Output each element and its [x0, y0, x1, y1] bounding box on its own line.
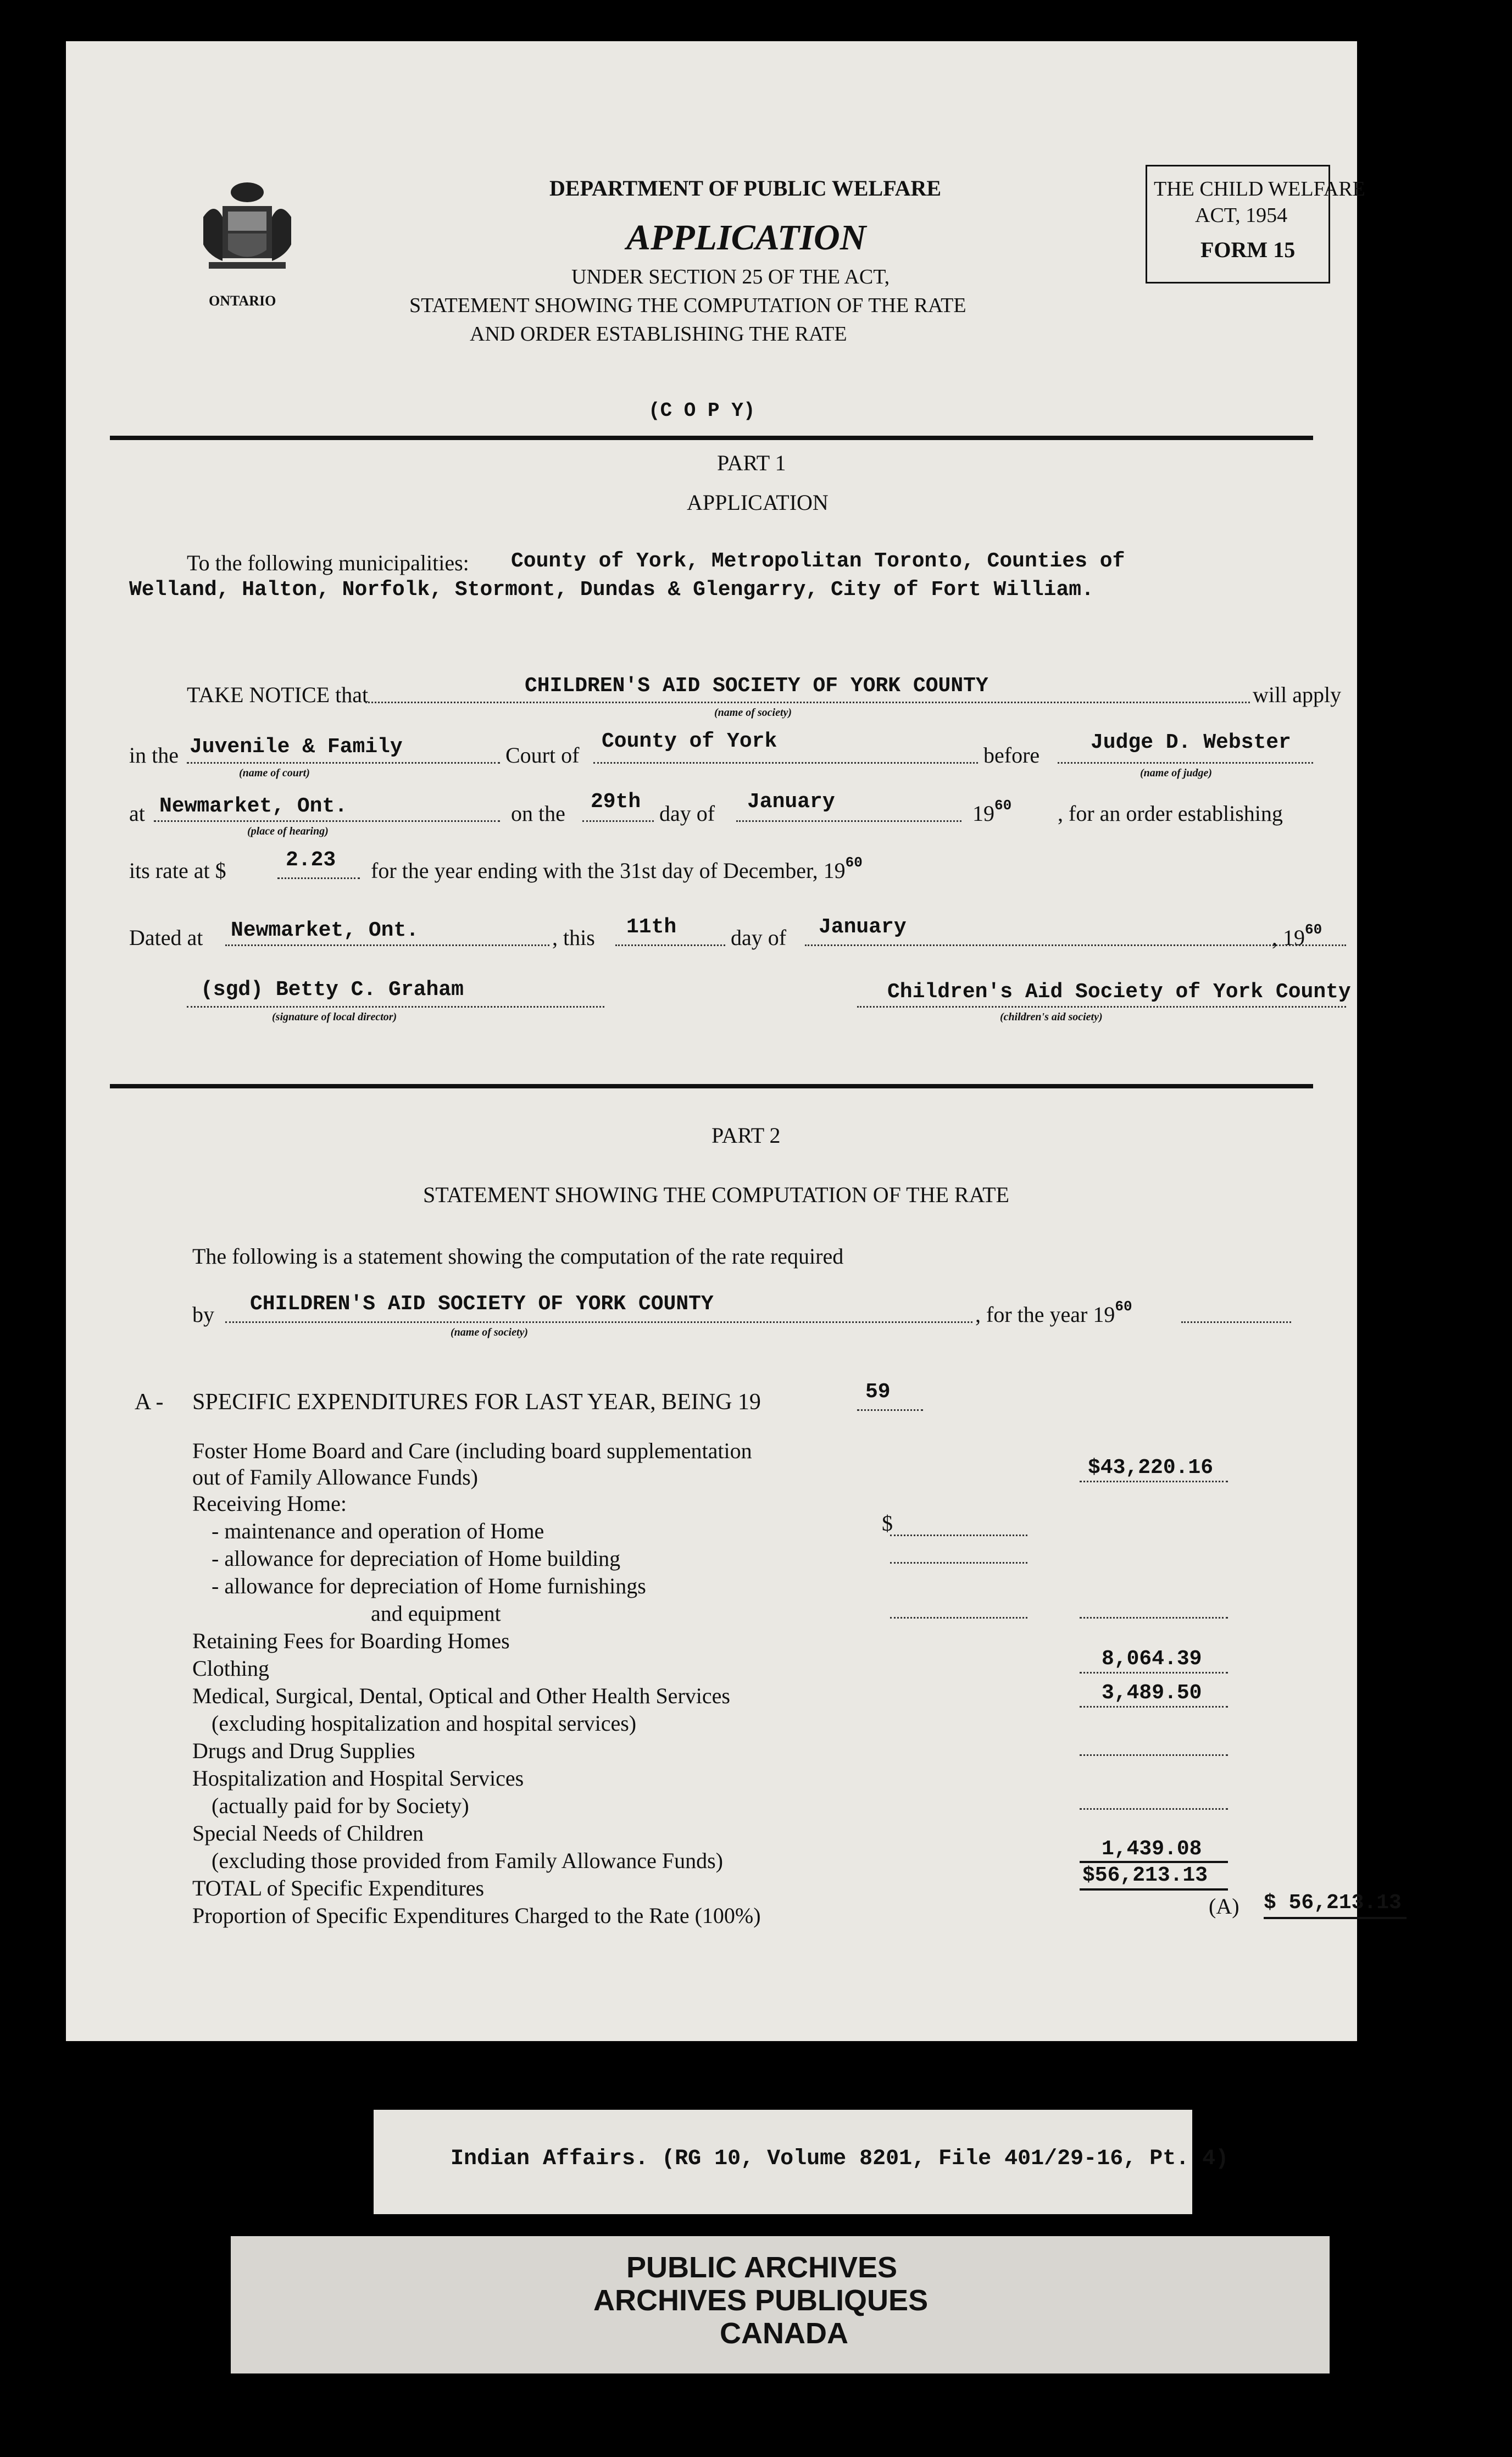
medical-line-2: (excluding hospitalization and hospital services) [212, 1711, 637, 1736]
on-the-label: on the [511, 801, 565, 826]
medical-line-1: Medical, Surgical, Dental, Optical and Other Health Services [192, 1683, 730, 1708]
proportion-underline [1264, 1917, 1407, 1919]
society-name: CHILDREN'S AID SOCIETY OF YORK COUNTY [525, 674, 988, 698]
month-line [736, 820, 961, 822]
dated-month-line [805, 944, 1346, 946]
special-needs-line-2: (excluding those provided from Family Allowance Funds) [212, 1848, 723, 1873]
judge-line [1058, 762, 1313, 764]
dated-place-line [225, 944, 549, 946]
maintenance-prefix: $ [882, 1511, 893, 1536]
hearing-place-line [154, 820, 500, 822]
hospitalization-line [1080, 1808, 1228, 1810]
society-signature-caption: (children's aid society) [1000, 1011, 1103, 1023]
society-signature: Children's Aid Society of York County [887, 980, 1351, 1004]
rate-line [277, 877, 360, 879]
form-title: APPLICATION [626, 218, 866, 258]
part2-society: CHILDREN'S AID SOCIETY OF YORK COUNTY [250, 1292, 714, 1316]
special-needs-line-1: Special Needs of Children [192, 1821, 424, 1845]
ontario-coat-of-arms [192, 168, 302, 288]
court-place-line [593, 762, 978, 764]
total-label: TOTAL of Specific Expenditures [192, 1876, 485, 1900]
dated-place: Newmarket, Ont. [231, 919, 419, 942]
for-year-suffix: 60 [1115, 1298, 1132, 1315]
day-of-label: day of [659, 801, 715, 826]
header-line-2: STATEMENT SHOWING THE COMPUTATION OF THE RATE [409, 294, 966, 317]
maintenance-label: - maintenance and operation of Home [212, 1519, 544, 1543]
dated-at-label: Dated at [129, 925, 203, 950]
court-caption: (name of court) [239, 767, 310, 779]
part2-society-line [225, 1321, 972, 1323]
hearing-month: January [747, 790, 835, 814]
order-text: , for an order establishing [1058, 801, 1283, 826]
retaining-fees-label: Retaining Fees for Boarding Homes [192, 1628, 510, 1653]
copy-label: (C O P Y) [648, 399, 755, 422]
hearing-year [972, 797, 1012, 826]
section-a-letter: A - [135, 1389, 164, 1415]
special-needs-underline [1080, 1861, 1228, 1863]
clothing-value: 8,064.39 [1102, 1647, 1202, 1671]
municipalities-line-2: Welland, Halton, Norfolk, Stormont, Dundas & Glengarry, City of Fort William. [129, 578, 1094, 602]
judge-caption: (name of judge) [1140, 767, 1213, 779]
court-name-line [187, 762, 500, 764]
header-line-3: AND ORDER ESTABLISHING THE RATE [470, 323, 847, 346]
medical-value: 3,489.50 [1102, 1681, 1202, 1705]
drugs-label: Drugs and Drug Supplies [192, 1738, 415, 1763]
medical-line [1080, 1706, 1228, 1708]
day-line [582, 820, 654, 822]
part2-heading: PART 2 [711, 1123, 781, 1148]
signature-caption: (signature of local director) [272, 1011, 397, 1023]
municipalities-line-1: County of York, Metropolitan Toronto, Counties of [511, 549, 1125, 573]
in-the-label: in the [129, 743, 179, 768]
foster-home-value: $43,220.16 [1088, 1456, 1214, 1480]
dep-furnishings-line [890, 1617, 1027, 1619]
rate-value: 2.23 [286, 848, 336, 872]
divider-middle [110, 1084, 1313, 1088]
section-a-heading: SPECIFIC EXPENDITURES FOR LAST YEAR, BEING 19 [192, 1389, 761, 1415]
municipalities-label: To the following municipalities: [187, 551, 469, 575]
dated-day-line [615, 944, 725, 946]
for-year-label [975, 1298, 1132, 1327]
part2-intro: The following is a statement showing the computation of the rate required [192, 1244, 844, 1269]
dated-month: January [819, 915, 907, 939]
part2-society-caption: (name of society) [451, 1326, 529, 1338]
hospitalization-line-1: Hospitalization and Hospital Services [192, 1766, 524, 1791]
archive-stamp-line-1: PUBLIC ARCHIVES [626, 2251, 898, 2284]
proportion-label: Proportion of Specific Expenditures Charged to the Rate (100%) [192, 1903, 761, 1928]
hearing-caption: (place of hearing) [247, 825, 329, 837]
dated-day: 11th [626, 915, 677, 939]
year-ending-suffix: 60 [845, 854, 863, 871]
at-label: at [129, 801, 145, 826]
by-label: by [192, 1302, 214, 1327]
archive-reference-label [374, 2110, 1229, 2214]
court-of-label: Court of [505, 743, 580, 768]
section-a-year: 59 [865, 1380, 891, 1404]
divider-top [110, 436, 1313, 440]
department-title: DEPARTMENT OF PUBLIC WELFARE [549, 176, 942, 201]
province-label: ONTARIO [209, 293, 276, 309]
foster-home-line-2: out of Family Allowance Funds) [192, 1465, 478, 1489]
part1-subheading: APPLICATION [687, 490, 829, 515]
will-apply-label: will apply [1253, 682, 1342, 707]
before-label: before [983, 743, 1040, 768]
archive-stamp-line-3: CANADA [720, 2317, 848, 2350]
document-page [66, 41, 1402, 2041]
total-value: $56,213.13 [1082, 1864, 1208, 1887]
clothing-line [1080, 1672, 1228, 1674]
dep-furnishings-total-line [1080, 1617, 1228, 1619]
signature-line [187, 1006, 604, 1008]
receiving-home-label: Receiving Home: [192, 1491, 347, 1516]
clothing-label: Clothing [192, 1656, 270, 1681]
dated-year-prefix: , 19 [1272, 925, 1305, 950]
court-place: County of York [602, 730, 777, 753]
court-name: Juvenile & Family [190, 735, 403, 759]
society-caption: (name of society) [714, 707, 792, 719]
dated-year [1272, 921, 1322, 950]
form-number: FORM 15 [1200, 237, 1296, 262]
total-underline [1080, 1888, 1228, 1891]
year-ending-label: for the year ending with the 31st day of December, 19 [371, 858, 846, 883]
dep-building-line [890, 1562, 1027, 1564]
act-year: ACT, 1954 [1195, 204, 1288, 227]
this-label: , this [552, 925, 595, 950]
part1-heading: PART 1 [717, 451, 786, 475]
foster-value-line [1080, 1481, 1228, 1482]
proportion-marker: (A) [1209, 1894, 1239, 1919]
foster-home-line-1: Foster Home Board and Care (including board supplementation [192, 1438, 752, 1463]
for-year-prefix: , for the year 19 [975, 1302, 1115, 1327]
act-name: THE CHILD WELFARE [1154, 177, 1365, 201]
rate-label: its rate at $ [129, 858, 226, 883]
dep-building-label: - allowance for depreciation of Home building [212, 1546, 621, 1571]
director-signature: (sgd) Betty C. Graham [201, 978, 464, 1002]
part2-subheading: STATEMENT SHOWING THE COMPUTATION OF THE RATE [423, 1182, 1009, 1207]
archive-stamp-line-2: ARCHIVES PUBLIQUES [593, 2284, 929, 2317]
dated-year-suffix: 60 [1305, 921, 1322, 938]
society-signature-line [857, 1006, 1346, 1008]
maintenance-line [890, 1535, 1027, 1536]
archive-reference: Indian Affairs. (RG 10, Volume 8201, File 401/29-16, Pt. 4) [451, 2147, 1229, 2171]
dated-day-of-label: day of [731, 925, 787, 950]
drugs-line [1080, 1754, 1228, 1756]
hearing-day: 29th [591, 790, 641, 814]
society-line [365, 702, 1250, 703]
header-line-1: UNDER SECTION 25 OF THE ACT, [571, 265, 890, 288]
judge-name: Judge D. Webster [1091, 731, 1291, 754]
special-needs-value: 1,439.08 [1102, 1837, 1202, 1861]
hospitalization-line-2: (actually paid for by Society) [212, 1793, 469, 1818]
for-year-line [1181, 1321, 1291, 1323]
take-notice-label: TAKE NOTICE that [187, 682, 369, 707]
year-ending-text [371, 854, 863, 883]
hearing-year-prefix: 19 [972, 801, 994, 826]
proportion-value: $ 56,213.13 [1264, 1891, 1402, 1915]
section-a-year-line [857, 1409, 923, 1411]
dep-furnishings-line-1: - allowance for depreciation of Home furnishings [212, 1574, 646, 1598]
hearing-year-suffix: 60 [994, 797, 1012, 814]
dep-furnishings-line-2: and equipment [371, 1601, 501, 1626]
archive-stamp-label [231, 2236, 1330, 2373]
hearing-place: Newmarket, Ont. [159, 794, 348, 818]
